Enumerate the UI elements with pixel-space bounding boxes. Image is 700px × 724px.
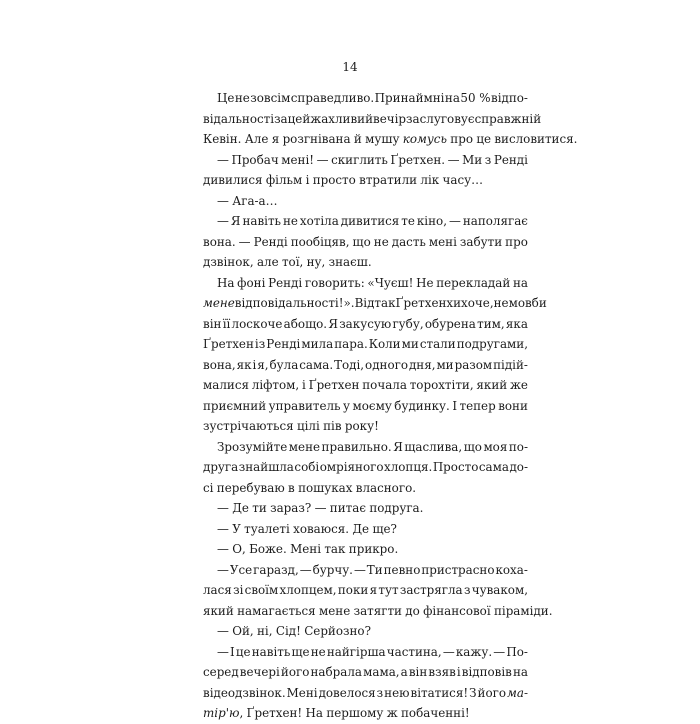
- word: Усе: [229, 562, 253, 577]
- word: навіть: [251, 644, 291, 659]
- word: ми: [436, 357, 454, 372]
- word: втратили: [359, 173, 418, 187]
- word: а: [400, 665, 408, 679]
- text-line: [203, 642, 528, 663]
- text-line: [203, 211, 528, 232]
- word: торохтіти,: [409, 378, 474, 392]
- word: по-: [508, 439, 528, 454]
- word: не: [234, 91, 250, 105]
- word: коха-: [495, 562, 528, 577]
- word: Боже.: [249, 542, 287, 556]
- word: Я: [230, 214, 241, 228]
- word: Ґретхен: [308, 378, 360, 392]
- word: зі: [233, 583, 244, 597]
- word: з: [484, 152, 492, 167]
- word: Тоді,: [334, 357, 365, 372]
- word: справжній: [474, 111, 542, 126]
- word: «Чуєш!: [367, 275, 414, 290]
- word: По-: [506, 644, 528, 659]
- word: —: [217, 521, 229, 536]
- word: відповів: [461, 665, 512, 679]
- word: фінансової: [423, 603, 491, 618]
- word: яка: [505, 316, 528, 331]
- word: —: [217, 624, 229, 638]
- word: хлопця.: [384, 460, 433, 474]
- word: з: [463, 583, 471, 597]
- word: як: [236, 357, 252, 372]
- text-line: [203, 293, 547, 314]
- word: жахливий: [310, 111, 374, 126]
- word: мама,: [363, 665, 400, 679]
- text-line: [203, 416, 528, 437]
- word: набрала: [310, 665, 363, 679]
- word: туалеті: [244, 521, 290, 536]
- word: скиглить: [331, 152, 388, 167]
- word: відпо-: [491, 91, 528, 105]
- word: Принаймні: [374, 91, 445, 105]
- word: відповідальності!».: [234, 296, 355, 310]
- word: ще?: [372, 521, 397, 536]
- word: знайшла: [238, 460, 294, 474]
- word: У: [232, 521, 241, 536]
- word: намагається: [237, 603, 316, 618]
- word: але: [256, 255, 279, 269]
- word: і: [456, 665, 461, 679]
- word: ще: [291, 644, 310, 659]
- word: Ми: [462, 152, 483, 167]
- word: говорить:: [304, 275, 365, 290]
- word: моя: [483, 439, 508, 454]
- word: просто: [312, 173, 356, 187]
- word: лік: [420, 173, 440, 187]
- word: Ґретхен: [203, 337, 254, 351]
- word: вона,: [203, 357, 236, 372]
- word: Ага-а…: [232, 193, 278, 208]
- word: пошуках: [298, 480, 353, 495]
- word: гаразд,: [253, 562, 299, 577]
- word: бурчу.: [312, 562, 353, 577]
- word: ну,: [306, 255, 326, 269]
- page-number: 14: [342, 60, 358, 74]
- word: цілі: [296, 419, 320, 433]
- word: комусь: [402, 132, 447, 146]
- word: знаєш.: [328, 255, 372, 269]
- body-text: [203, 88, 578, 724]
- word: пів: [323, 419, 342, 433]
- word: до: [405, 603, 420, 618]
- word: Ренді: [253, 234, 288, 249]
- word: Ренді: [268, 275, 303, 290]
- word: дня,: [408, 357, 436, 372]
- word: своїм: [244, 583, 279, 597]
- word: мені!: [281, 152, 315, 167]
- word: справедливо.: [290, 91, 375, 105]
- word: певно: [383, 562, 421, 577]
- word: не: [310, 644, 326, 659]
- word: вітатися!: [410, 685, 469, 700]
- word: прикро.: [348, 542, 399, 556]
- word: —: [316, 152, 329, 167]
- text-line: [203, 580, 528, 601]
- word: лоскоче: [231, 316, 283, 331]
- word: не: [373, 234, 389, 249]
- word: Просто: [432, 460, 479, 474]
- word: правильно.: [321, 439, 392, 454]
- word: вечір: [373, 111, 407, 126]
- text-line: [203, 662, 528, 683]
- word: першому: [326, 706, 384, 720]
- word: затягти: [353, 603, 402, 618]
- word: навіть: [242, 214, 282, 228]
- word: так: [324, 542, 346, 556]
- word: її: [222, 316, 231, 331]
- word: взяв: [428, 665, 456, 679]
- text-line: [203, 109, 542, 130]
- word: він: [203, 316, 222, 331]
- word: пристрасно: [421, 562, 495, 577]
- word: —: [299, 562, 312, 577]
- text-line: [203, 252, 528, 273]
- text-line: [203, 703, 528, 724]
- word: наполягає: [462, 214, 528, 228]
- word: на: [512, 665, 528, 679]
- word: чуваком,: [471, 583, 528, 597]
- word: мені: [428, 234, 457, 249]
- word: власного.: [355, 480, 417, 495]
- word: у: [343, 398, 351, 413]
- word: мила: [301, 337, 334, 351]
- word: Відтак: [354, 296, 396, 310]
- word: сама.: [299, 357, 334, 372]
- word: —: [353, 562, 366, 577]
- word: омріяного: [319, 460, 384, 474]
- word: те: [401, 214, 415, 228]
- word: Ґретхен: [395, 296, 447, 310]
- word: обурена: [424, 316, 476, 331]
- word: сі: [203, 480, 214, 495]
- word: тір'ю,: [203, 706, 244, 720]
- word: ми: [401, 337, 419, 351]
- word: малися: [203, 378, 249, 392]
- text-line: [203, 150, 528, 171]
- word: почала: [362, 378, 407, 392]
- word: й: [353, 132, 362, 146]
- word: І: [230, 644, 235, 659]
- word: вечері: [239, 665, 280, 679]
- text-line: [203, 273, 528, 294]
- word: який: [203, 603, 234, 618]
- text-line: [203, 396, 528, 417]
- word: абощо.: [283, 316, 328, 331]
- word: мене: [288, 439, 321, 454]
- word: тим,: [477, 316, 505, 331]
- word: із: [254, 337, 266, 351]
- word: —: [493, 644, 506, 659]
- word: зараз?: [270, 501, 312, 515]
- word: З: [469, 685, 477, 700]
- text-line: [203, 437, 528, 458]
- word: перекладай: [436, 275, 511, 290]
- word: Ґретхен!: [246, 706, 303, 720]
- word: що: [463, 439, 482, 454]
- word: мене: [319, 603, 351, 618]
- word: же: [509, 378, 528, 392]
- word: його: [280, 665, 310, 679]
- word: і: [301, 378, 306, 392]
- text-line: [203, 334, 528, 355]
- text-line: [203, 457, 528, 478]
- word: Я: [393, 439, 403, 454]
- word: серед: [203, 665, 239, 679]
- word: підій-: [493, 357, 528, 372]
- word: Мені: [286, 685, 318, 700]
- word: перебуваю: [216, 480, 285, 495]
- word: ні,: [257, 624, 273, 638]
- word: 50 %: [460, 91, 491, 105]
- word: одного: [365, 357, 408, 372]
- word: довелося: [318, 685, 376, 700]
- text-line: [203, 375, 528, 396]
- word: Ти: [366, 562, 383, 577]
- word: —: [442, 644, 455, 659]
- word: Де: [232, 501, 249, 515]
- word: я: [369, 583, 378, 597]
- word: в: [288, 480, 295, 495]
- word: висловитися.: [494, 132, 578, 146]
- word: Серйозно?: [304, 624, 371, 638]
- word: Сід!: [275, 624, 301, 638]
- word: О,: [232, 542, 246, 556]
- word: На: [217, 275, 235, 290]
- word: що: [352, 234, 371, 249]
- word: кажу.: [455, 644, 493, 659]
- word: Зрозумійте: [217, 439, 288, 454]
- word: пообіцяв,: [290, 234, 350, 249]
- word: я: [271, 132, 280, 146]
- word: —: [217, 193, 229, 208]
- word: стали: [419, 337, 456, 351]
- word: закусую: [339, 316, 392, 331]
- word: Ренді: [266, 337, 301, 351]
- word: забути: [459, 234, 503, 249]
- word: На: [305, 706, 324, 720]
- word: відеодзвінок.: [203, 685, 286, 700]
- word: тут: [378, 583, 399, 597]
- word: зовсім: [250, 91, 291, 105]
- text-line: [203, 170, 528, 191]
- word: кіно,: [416, 214, 447, 228]
- word: застрягла: [399, 583, 463, 597]
- word: найгірша: [326, 644, 386, 659]
- text-line: [203, 314, 528, 335]
- word: і: [305, 173, 310, 187]
- word: він: [408, 665, 428, 679]
- word: губу,: [392, 316, 424, 331]
- word: на: [512, 275, 528, 290]
- word: часу…: [442, 173, 484, 187]
- word: нею: [384, 685, 410, 700]
- text-line: [203, 539, 528, 560]
- word: з: [376, 685, 384, 700]
- word: Мені: [290, 542, 322, 556]
- word: —: [217, 152, 229, 167]
- text-line: [203, 129, 578, 150]
- word: його: [477, 685, 507, 700]
- text-line: [203, 191, 528, 212]
- word: —: [217, 644, 229, 659]
- word: хихоче,: [446, 296, 494, 310]
- word: і: [252, 357, 257, 372]
- word: який: [476, 378, 508, 392]
- word: —: [217, 542, 229, 556]
- word: це: [476, 132, 491, 146]
- text-line: [203, 478, 528, 499]
- word: ховаюся.: [293, 521, 350, 536]
- word: Але: [244, 132, 269, 146]
- word: І: [452, 398, 458, 413]
- word: я,: [257, 357, 269, 372]
- word: була: [269, 357, 299, 372]
- word: фоні: [237, 275, 266, 290]
- word: будинку.: [394, 398, 450, 413]
- word: питає: [329, 501, 366, 515]
- word: собі: [294, 460, 320, 474]
- word: разом: [454, 357, 493, 372]
- word: управитель: [268, 398, 341, 413]
- word: Ой,: [232, 624, 254, 638]
- word: лася: [203, 583, 232, 597]
- word: Кевін.: [203, 132, 242, 146]
- word: цей: [287, 111, 311, 126]
- word: вона.: [203, 234, 236, 249]
- text-line: [203, 88, 528, 109]
- word: року!: [344, 419, 379, 433]
- word: дзвінок,: [203, 255, 254, 269]
- word: не: [282, 214, 298, 228]
- word: друга: [203, 460, 239, 474]
- word: хотіла: [299, 214, 339, 228]
- word: сама: [478, 460, 509, 474]
- word: побаченні!: [401, 706, 470, 720]
- word: заслуговує: [406, 111, 475, 126]
- word: тої,: [281, 255, 304, 269]
- word: це: [235, 644, 251, 659]
- text-line: [203, 560, 528, 581]
- word: розгнівана: [282, 132, 351, 146]
- text-line: [203, 621, 528, 642]
- word: ліфтом,: [251, 378, 300, 392]
- word: подруга.: [369, 501, 424, 515]
- word: пара.: [334, 337, 368, 351]
- word: —: [447, 152, 460, 167]
- word: Коли: [368, 337, 401, 351]
- word: Це: [217, 91, 235, 105]
- word: —: [217, 562, 229, 577]
- text-line: [203, 498, 528, 519]
- word: до-: [509, 460, 528, 474]
- word: Ренді: [493, 152, 528, 167]
- word: частина,: [386, 644, 442, 659]
- word: за: [274, 111, 288, 126]
- word: —: [217, 501, 229, 515]
- word: зустрічаються: [203, 419, 294, 433]
- word: Не: [416, 275, 434, 290]
- text-line: [203, 355, 528, 376]
- word: —: [238, 234, 251, 249]
- word: поки: [337, 583, 369, 597]
- word: дивитися: [340, 214, 400, 228]
- word: на: [444, 91, 460, 105]
- word: моєму: [352, 398, 392, 413]
- word: мушу: [365, 132, 400, 146]
- word: Пробач: [231, 152, 279, 167]
- text-line: [203, 232, 528, 253]
- word: Я: [328, 316, 338, 331]
- word: хлопцем,: [279, 583, 337, 597]
- word: Ґретхен.: [390, 152, 446, 167]
- word: подругами,: [456, 337, 528, 351]
- word: —: [217, 214, 229, 228]
- text-line: [203, 519, 528, 540]
- word: вони: [498, 398, 528, 413]
- word: —: [314, 501, 327, 515]
- word: піраміди.: [493, 603, 553, 618]
- word: тепер: [459, 398, 496, 413]
- word: мене: [203, 296, 235, 310]
- word: про: [450, 132, 473, 146]
- word: ж: [386, 706, 398, 720]
- word: Де: [352, 521, 370, 536]
- word: приємний: [203, 398, 267, 413]
- word: відальності: [203, 111, 275, 126]
- word: про: [505, 234, 528, 249]
- word: дивилися: [203, 173, 263, 187]
- word: ти: [252, 501, 267, 515]
- word: щаслива,: [404, 439, 463, 454]
- word: дасть: [391, 234, 426, 249]
- word: фільм: [265, 173, 303, 187]
- word: ма-: [507, 685, 528, 700]
- word: немовби: [493, 296, 547, 310]
- word: —: [448, 214, 461, 228]
- text-line: [203, 601, 553, 622]
